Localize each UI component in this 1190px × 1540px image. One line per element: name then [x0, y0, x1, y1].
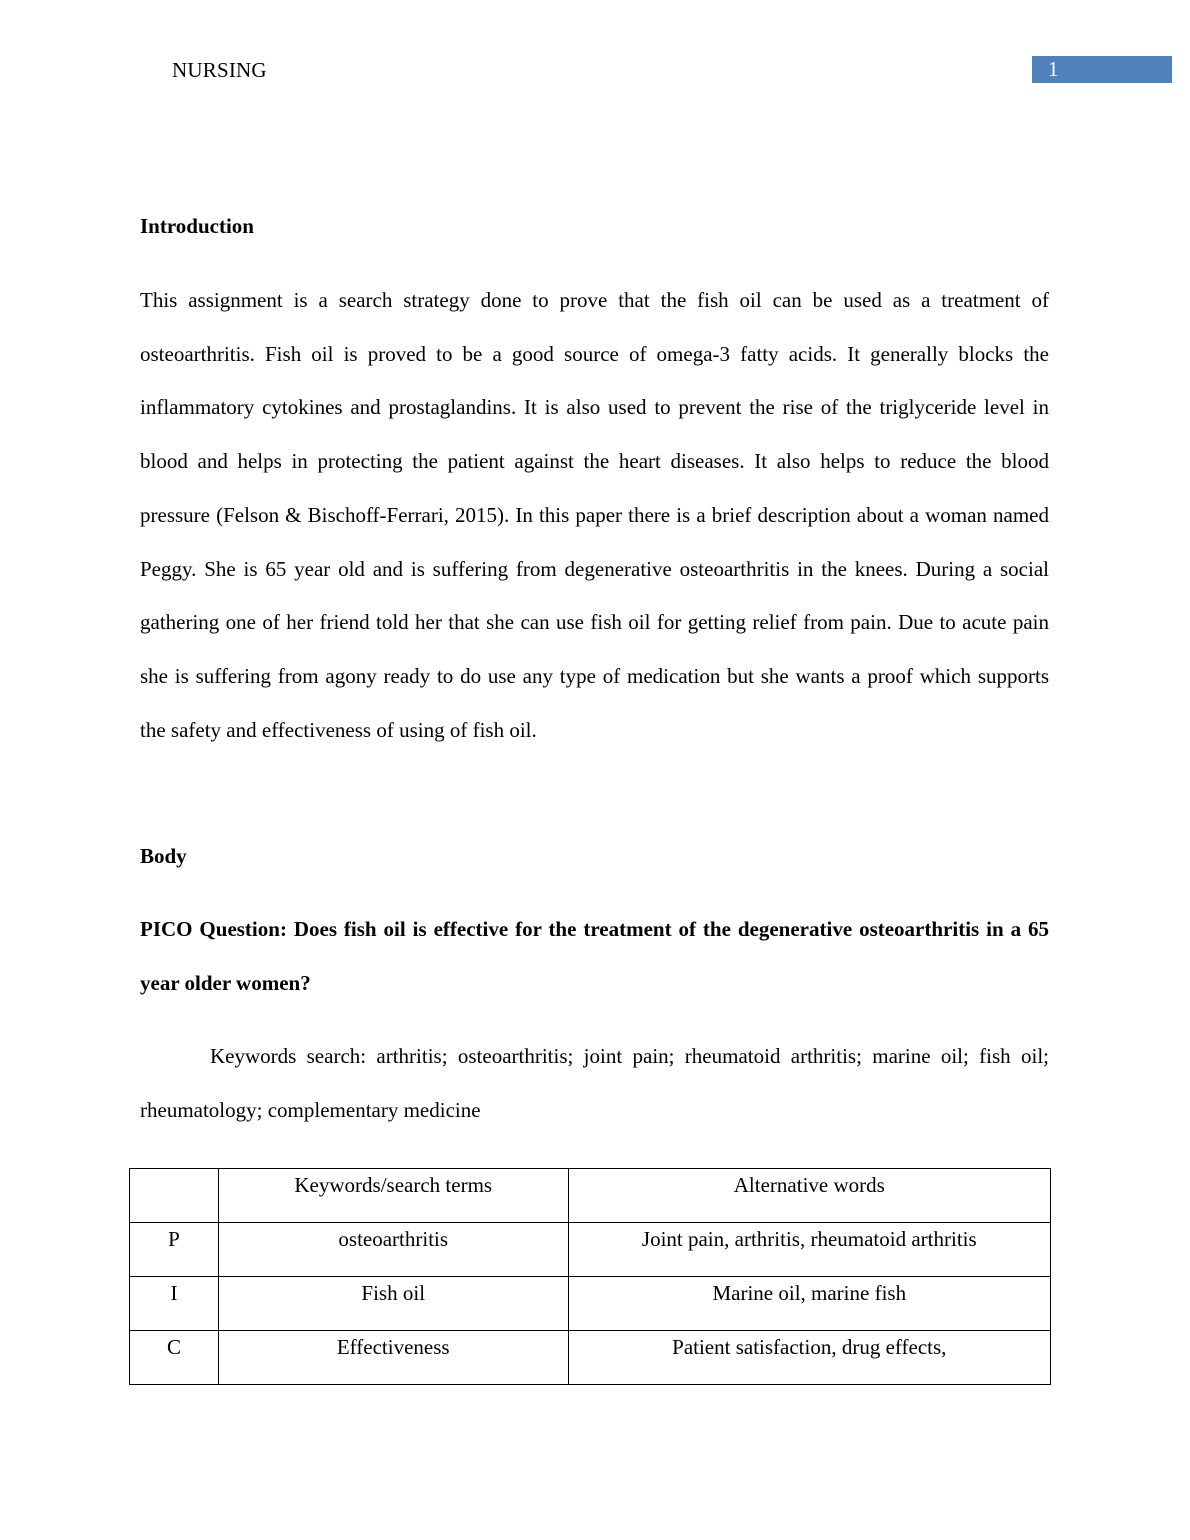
- table-header-cell: Keywords/search terms: [218, 1169, 568, 1223]
- table-header-row: [130, 1169, 1051, 1223]
- table-row: [130, 1331, 1051, 1385]
- table-cell: Effectiveness: [218, 1331, 568, 1385]
- table-row: [130, 1277, 1051, 1331]
- pico-table: [129, 1168, 1051, 1385]
- table-cell: Fish oil: [218, 1277, 568, 1331]
- table-header-cell: Alternative words: [568, 1169, 1050, 1223]
- page-number: 1: [1048, 57, 1059, 81]
- table-cell: Marine oil, marine fish: [568, 1277, 1050, 1331]
- table-cell: Patient satisfaction, drug effects,: [568, 1331, 1050, 1385]
- page-number-box: [1032, 56, 1172, 83]
- table-row: [130, 1223, 1051, 1277]
- running-head: NURSING: [172, 58, 267, 82]
- pico-question: PICO Question: Does fish oil is effective for the treatment of the degenerative osteoarthritis in a 65 year older women?: [140, 917, 1049, 995]
- table-cell: C: [130, 1331, 219, 1385]
- table-cell: osteoarthritis: [218, 1223, 568, 1277]
- table-header-cell: [130, 1169, 219, 1223]
- table-cell: Joint pain, arthritis, rheumatoid arthritis: [568, 1223, 1050, 1277]
- introduction-paragraph: This assignment is a search strategy done to prove that the fish oil can be used as a treatment of osteoarthritis. Fish oil is proved to be a good source of omega-3 fatty acids. It generally blocks the inflammatory cytokines and prostaglandins. It is also used to prevent the rise of the triglyceride level in blood and helps in protecting the patient against the heart diseases. It also helps to reduce the blood pressure (Felson & Bischoff-Ferrari, 2015). In this paper there is a brief description about a woman named Peggy. She is 65 year old and is suffering from degenerative osteoarthritis in the knees. During a social gathering one of her friend told her that she can use fish oil for getting relief from pain. Due to acute pain she is suffering from agony ready to do use any type of medication but she wants a proof which supports the safety and effectiveness of using of fish oil.: [140, 288, 1049, 742]
- keywords-paragraph: Keywords search: arthritis; osteoarthritis; joint pain; rheumatoid arthritis; marine oil; fish oil; rheumatology; complementary medicine: [140, 1044, 1049, 1122]
- body-heading: Body: [140, 844, 187, 868]
- introduction-heading: Introduction: [140, 214, 254, 238]
- table-cell: I: [130, 1277, 219, 1331]
- table-cell: P: [130, 1223, 219, 1277]
